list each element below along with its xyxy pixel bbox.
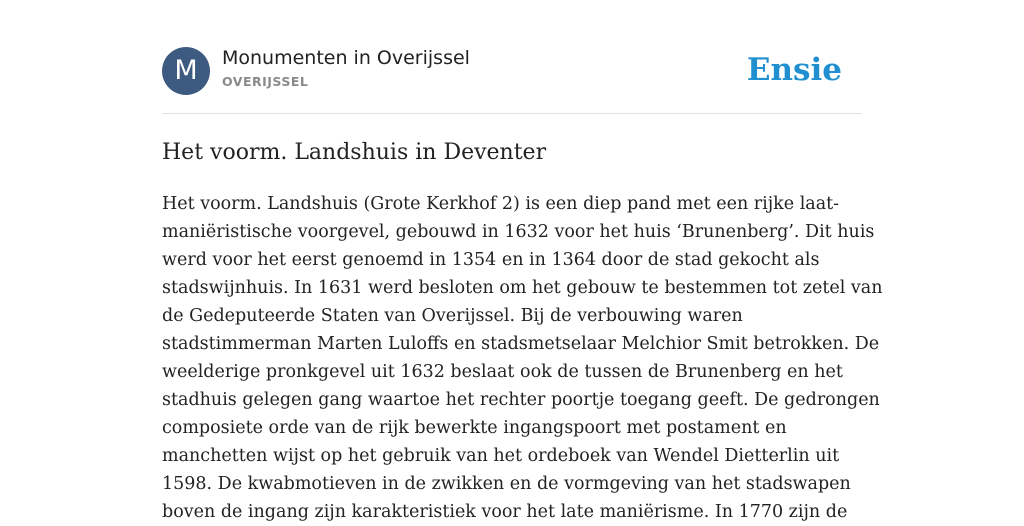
community-name[interactable]: Monumenten in Overijssel [222, 47, 470, 69]
header-divider [162, 113, 862, 114]
brand-logo[interactable]: Ensie [746, 52, 842, 88]
article-body-line: stadhuis gelegen gang waartoe het rechter poortje toegang geeft. De gedrongen [162, 390, 880, 410]
article-body-line: composiete orde van de rijk bewerkte ingangspoort met postament en [162, 418, 787, 438]
article-body-line: weelderige pronkgevel uit 1632 beslaat ook de tussen de Brunenberg en het [162, 362, 843, 382]
article-body-line: de Gedeputeerde Staten van Overijssel. Bij de verbouwing waren [162, 306, 743, 326]
article-body-line: maniëristische voorgevel, gebouwd in 1632 voor het huis ‘Brunenberg’. Dit huis [162, 222, 875, 242]
article-body-line: 1598. De kwabmotieven in de zwikken en de vormgeving van het stadswapen [162, 474, 851, 494]
article-title: Het voorm. Landshuis in Deventer [162, 140, 547, 165]
article-body-line: Het voorm. Landshuis (Grote Kerkhof 2) is een diep pand met een rijke laat- [162, 194, 840, 214]
article-body-line: manchetten wijst op het gebruik van het ordeboek van Wendel Dietterlin uit [162, 446, 840, 466]
community-region[interactable]: OVERIJSSEL [222, 74, 309, 89]
article-card [162, 0, 883, 522]
article-body [162, 190, 883, 526]
avatar[interactable]: M [162, 47, 210, 95]
community-header [162, 46, 862, 98]
article-body-line: stadswijnhuis. In 1631 werd besloten om het gebouw te bestemmen tot zetel van [162, 278, 883, 298]
article-body-line: werd voor het eerst genoemd in 1354 en in 1364 door de stad gekocht als [162, 250, 820, 270]
article-body-line: boven de ingang zijn karakteristiek voor het late maniërisme. In 1770 zijn de [162, 502, 848, 522]
article-body-line: stadstimmerman Marten Luloffs en stadsmetselaar Melchior Smit betrokken. De [162, 334, 880, 354]
community-info [222, 46, 470, 90]
